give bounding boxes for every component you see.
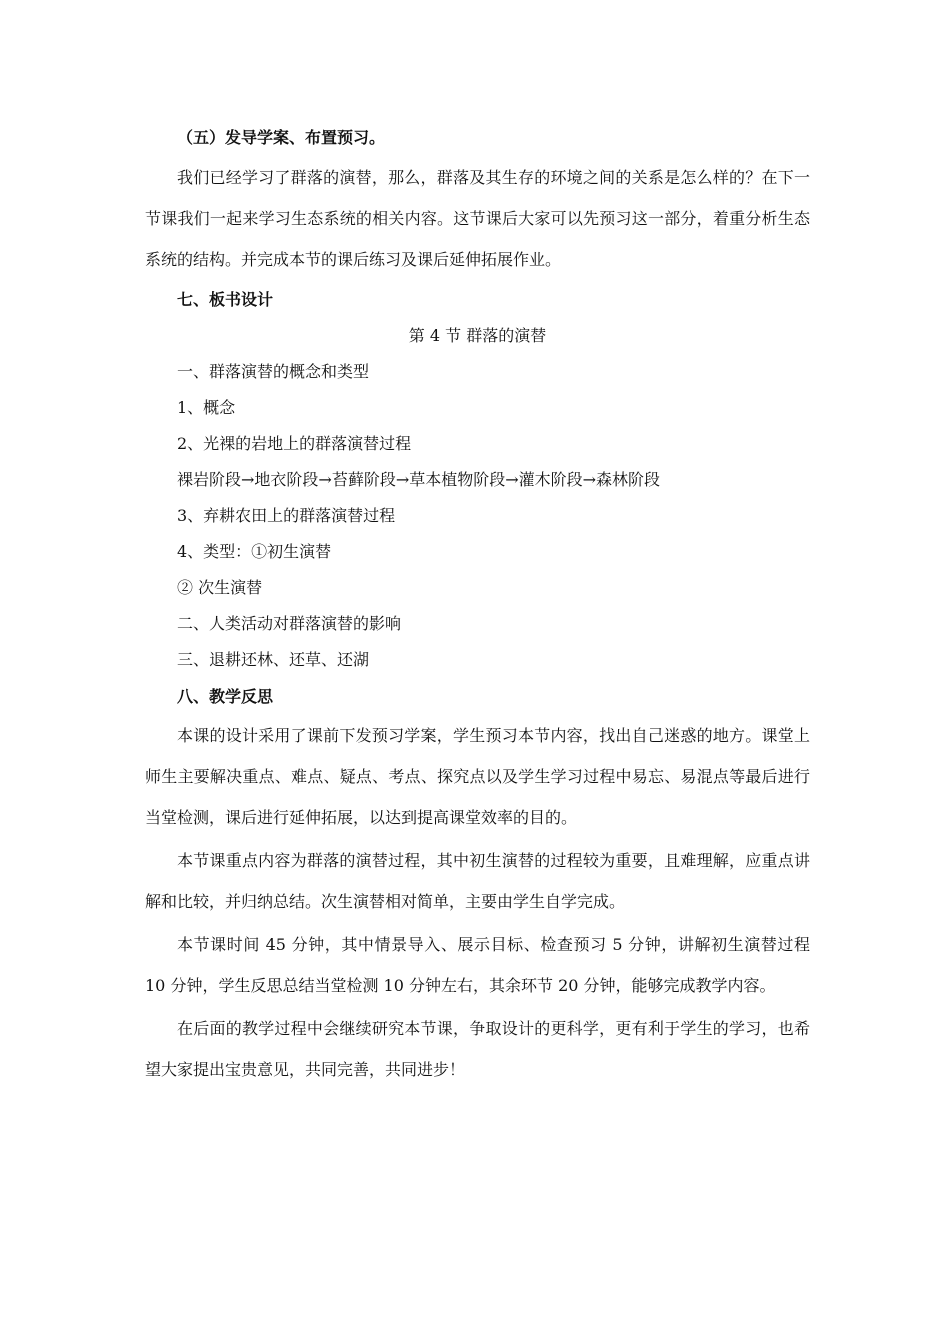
board-item: 4、类型：①初生演替 [177, 542, 332, 561]
board-item: 2、光裸的岩地上的群落演替过程 [177, 434, 412, 453]
section-5-heading: （五）发导学案、布置预习。 [177, 128, 386, 147]
board-item: 一、群落演替的概念和类型 [177, 362, 370, 381]
board-item: ② 次生演替 [177, 578, 263, 597]
board-item: 1、概念 [177, 398, 236, 417]
reflection-paragraph: 本节课重点内容为群落的演替过程，其中初生演替的过程较为重要，且难理解，应重点讲解和比较，并归纳总结。次生演替相对简单，主要由学生自学完成。 [145, 851, 810, 911]
document-body [145, 124, 810, 1090]
board-design-title: 第 4 节 群落的演替 [408, 326, 547, 345]
board-item: 二、人类活动对群落演替的影响 [177, 614, 402, 633]
board-item: 三、退耕还林、还草、还湖 [177, 650, 370, 669]
board-item: 3、弃耕农田上的群落演替过程 [177, 506, 396, 525]
reflection-paragraph: 在后面的教学过程中会继续研究本节课，争取设计的更科学，更有利于学生的学习，也希望大家提出宝贵意见，共同完善，共同进步！ [145, 1019, 810, 1079]
board-item-succession-sequence: 裸岩阶段→地衣阶段→苔藓阶段→草本植物阶段→灌木阶段→森林阶段 [177, 470, 661, 489]
section-8-heading: 八、教学反思 [177, 687, 274, 706]
reflection-paragraph: 本课的设计采用了课前下发预习学案，学生预习本节内容，找出自己迷惑的地方。课堂上师生主要解决重点、难点、疑点、考点、探究点以及学生学习过程中易忘、易混点等最后进行当堂检测，课后进行延伸拓展，以达到提高课堂效率的目的。 [145, 726, 810, 827]
section-7-heading: 七、板书设计 [177, 290, 274, 309]
reflection-paragraph: 本节课时间 45 分钟，其中情景导入、展示目标、检查预习 5 分钟，讲解初生演替过程 10 分钟，学生反思总结当堂检测 10 分钟左右，其余环节 20 分钟，能够完成教学内容。 [145, 935, 810, 995]
board-design-list [145, 362, 810, 670]
section-5-paragraph: 我们已经学习了群落的演替，那么，群落及其生存的环境之间的关系是怎么样的？在下一节课我们一起来学习生态系统的相关内容。这节课后大家可以先预习这一部分，着重分析生态系统的结构。并完成本节的课后练习及课后延伸拓展作业。 [145, 168, 810, 269]
reflection-paragraphs [145, 715, 810, 1090]
